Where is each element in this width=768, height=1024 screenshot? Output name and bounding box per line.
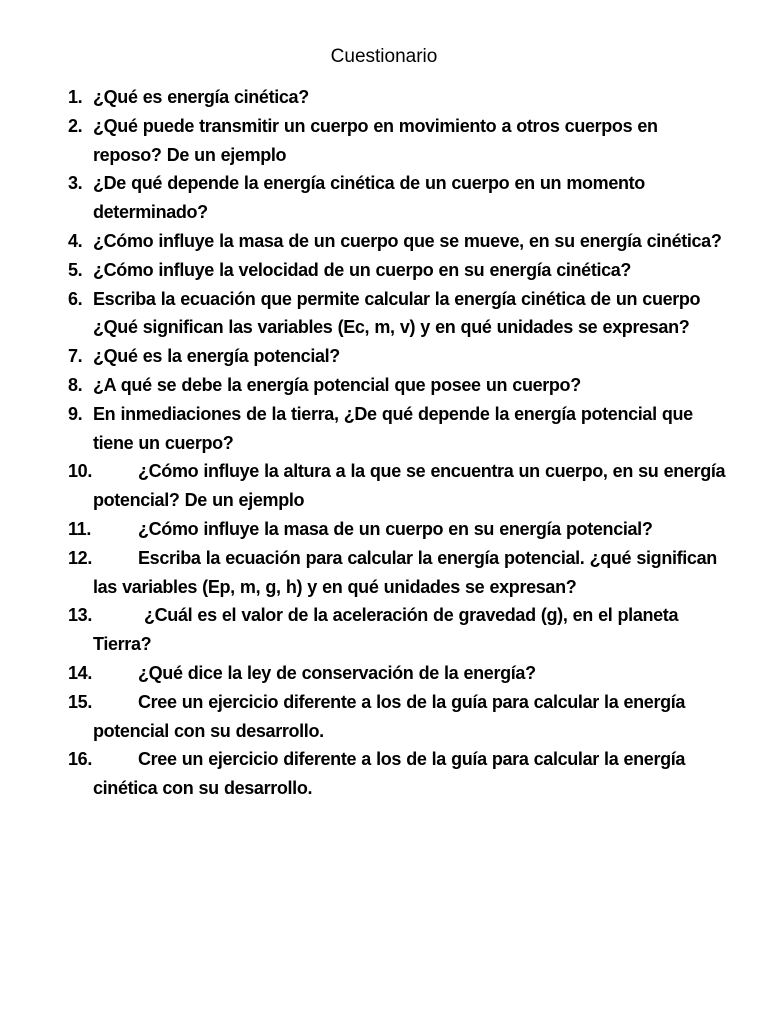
question-text: ¿Cuál es el valor de la aceleración de gravedad (g), en el planeta Tierra?: [93, 605, 679, 655]
question-text: ¿Qué es energía cinética?: [93, 87, 309, 107]
question-text: Escriba la ecuación que permite calcular la energía cinética de un cuerpo ¿Qué significan las variables (Ec, m, v) y en qué unidades se expresan?: [93, 288, 701, 338]
question-text: ¿Cómo influye la velocidad de un cuerpo en su energía cinética?: [93, 259, 632, 280]
question-text: En inmediaciones de la tierra, ¿De qué depende la energía potencial que tiene un cuerpo?: [93, 403, 693, 453]
question-item-1: [68, 83, 730, 112]
question-text: Escriba la ecuación para calcular la energía potencial. ¿qué significan las variables (Ep, m, g, h) y en qué unidades se expresan?: [93, 547, 717, 597]
question-number: 2.: [68, 115, 83, 136]
question-number: 10.: [68, 461, 92, 482]
question-list: [68, 83, 730, 803]
question-item-7: [68, 342, 730, 371]
question-text: ¿A qué se debe la energía potencial que posee un cuerpo?: [93, 374, 581, 395]
question-text: ¿Cómo influye la altura a la que se encuentra un cuerpo, en su energía potencial? De un ejemplo: [93, 461, 726, 511]
question-item-11: [68, 515, 730, 544]
question-number: 5.: [68, 259, 83, 280]
question-item-15: [68, 688, 730, 746]
question-number: 11.: [68, 518, 91, 539]
question-number: 13.: [68, 605, 92, 626]
question-number: 3.: [68, 173, 83, 194]
question-number: 8.: [68, 374, 83, 395]
question-number: 9.: [68, 403, 83, 424]
question-text: ¿Qué es la energía potencial?: [93, 346, 340, 367]
question-number: 4.: [68, 230, 83, 251]
question-number: 6.: [68, 288, 83, 309]
question-number: 15.: [68, 691, 92, 712]
question-text: ¿Cómo influye la masa de un cuerpo que se mueve, en su energía cinética?: [93, 230, 722, 251]
question-item-12: [68, 544, 730, 602]
question-number: 16.: [68, 749, 92, 770]
question-number: 1.: [68, 87, 83, 107]
question-text: Cree un ejercicio diferente a los de la guía para calcular la energía cinética con su desarrollo.: [93, 749, 686, 799]
question-item-10: [68, 457, 730, 515]
question-item-13: [68, 601, 730, 659]
document-title: Cuestionario: [330, 46, 438, 67]
question-item-4: [68, 227, 730, 256]
question-text: Cree un ejercicio diferente a los de la guía para calcular la energía potencial con su desarrollo.: [93, 691, 686, 741]
question-number: 14.: [68, 662, 92, 683]
question-item-16: [68, 745, 730, 803]
question-item-6: [68, 285, 730, 343]
question-item-3: [68, 169, 730, 227]
question-item-14: [68, 659, 730, 688]
question-text: ¿Qué puede transmitir un cuerpo en movimiento a otros cuerpos en reposo? De un ejemplo: [93, 115, 658, 165]
question-item-2: [68, 112, 730, 170]
question-number: 7.: [68, 346, 83, 367]
question-text: ¿De qué depende la energía cinética de un cuerpo en un momento determinado?: [93, 173, 645, 223]
question-item-5: [68, 256, 730, 285]
question-item-9: [68, 400, 730, 458]
question-text: ¿Qué dice la ley de conservación de la energía?: [138, 662, 536, 683]
question-number: 12.: [68, 547, 92, 568]
question-text: ¿Cómo influye la masa de un cuerpo en su energía potencial?: [138, 518, 653, 539]
question-item-8: [68, 371, 730, 400]
